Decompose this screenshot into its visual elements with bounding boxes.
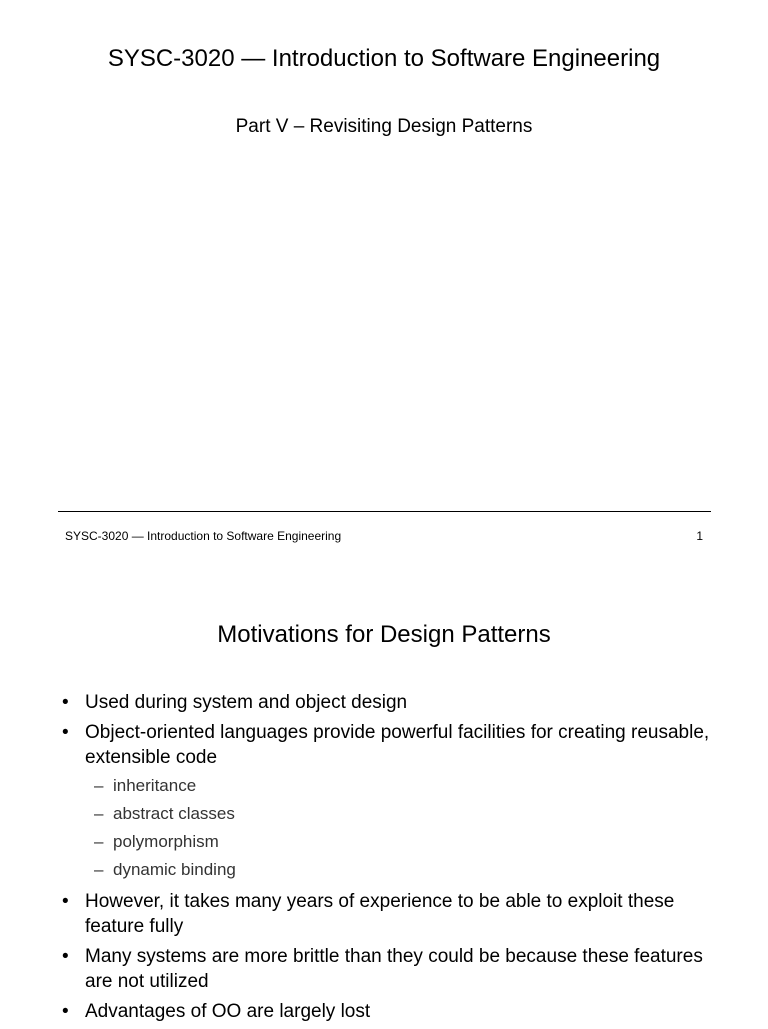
sub-bullet-marker: – <box>94 776 104 795</box>
sub-bullet-item <box>85 772 712 800</box>
sub-bullet-marker: – <box>94 804 104 823</box>
bullet-text: Object-oriented languages provide powerful facilities for creating reusable, extensible code <box>85 722 710 768</box>
page-number: 1 <box>696 529 703 543</box>
sub-bullet-text: abstract classes <box>113 804 235 823</box>
bullet-marker: • <box>62 946 69 967</box>
sub-bullet-item <box>85 828 712 856</box>
bullet-marker: • <box>62 722 69 743</box>
footer-divider <box>58 511 711 512</box>
sub-bullet-text: dynamic binding <box>113 860 236 879</box>
slide-title: SYSC-3020 — Introduction to Software Engineering <box>107 45 661 72</box>
bullet-item <box>62 889 712 939</box>
bullet-marker: • <box>62 1001 69 1022</box>
sub-bullet-item <box>85 856 712 884</box>
footer-course-title: SYSC-3020 — Introduction to Software Engineering <box>65 529 342 543</box>
bullet-item <box>62 944 712 994</box>
bullet-item <box>62 720 712 884</box>
sub-bullet-text: inheritance <box>113 776 197 795</box>
sub-bullet-item <box>85 800 712 828</box>
bullet-marker: • <box>62 692 69 713</box>
slide-title: Motivations for Design Patterns <box>217 621 551 648</box>
slide-subtitle: Part V – Revisiting Design Patterns <box>235 116 533 137</box>
bullet-item <box>62 690 712 715</box>
bullet-text: Many systems are more brittle than they could be because these features are not utilized <box>85 946 703 992</box>
bullet-text: Advantages of OO are largely lost <box>85 1001 371 1022</box>
sub-bullet-text: polymorphism <box>113 832 219 851</box>
bullet-text: Used during system and object design <box>85 692 408 713</box>
sub-bullet-list <box>85 772 712 884</box>
bullet-text: However, it takes many years of experience to be able to exploit these feature fully <box>85 891 675 937</box>
sub-bullet-marker: – <box>94 860 104 879</box>
bullet-item <box>62 999 712 1024</box>
bullet-marker: • <box>62 891 69 912</box>
bullet-list <box>62 690 712 1029</box>
sub-bullet-marker: – <box>94 832 104 851</box>
